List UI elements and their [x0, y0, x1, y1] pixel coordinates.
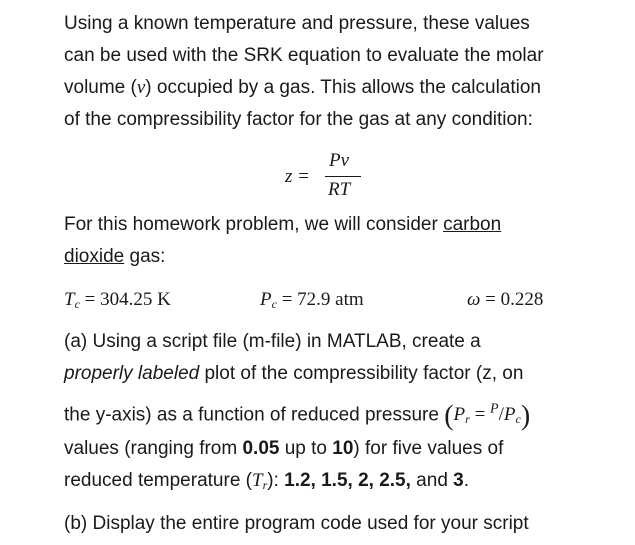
intro-line-3: volume (v) occupied by a gas. This allows the calculation — [64, 77, 541, 98]
part-b-line-1: (b) Display the entire program code used for your script — [64, 513, 529, 534]
intro-line-1: Using a known temperature and pressure, these values — [64, 13, 530, 34]
problem-line-2: dioxide gas: — [64, 246, 166, 267]
part-a-line-1: (a) Using a script file (m-file) in MATLAB, create a — [64, 331, 481, 352]
equation-lhs: z = — [285, 166, 310, 187]
part-a-line-3: the y-axis) as a function of reduced pressure $(P_r = ^P/P_c)$ — [64, 400, 531, 432]
equation-denominator: RT — [328, 179, 351, 200]
critical-temperature: $T_c = 304.25$ K — [64, 289, 171, 311]
compressibility-equation — [285, 150, 365, 206]
part-a-line-5: reduced temperature $(T_r)$: 1.2, 1.5, 2, 2.5, and 3. — [64, 470, 470, 492]
fraction-bar — [325, 176, 361, 177]
intro-line-2: can be used with the SRK equation to evaluate the molar — [64, 45, 544, 66]
intro-line-4: of the compressibility factor for the gas at any condition: — [64, 109, 533, 130]
acentric-factor: ω = 0.228 — [467, 289, 544, 310]
critical-pressure: $P_c = 72.9$ atm — [260, 289, 364, 311]
equation-numerator: Pv — [329, 150, 350, 171]
part-a-line-4: values (ranging from 0.05 up to 10) for five values of — [64, 438, 504, 459]
problem-line-1: For this homework problem, we will consider carbon — [64, 214, 502, 235]
part-a-line-2: properly labeled plot of the compressibility factor (z, on — [64, 363, 524, 384]
